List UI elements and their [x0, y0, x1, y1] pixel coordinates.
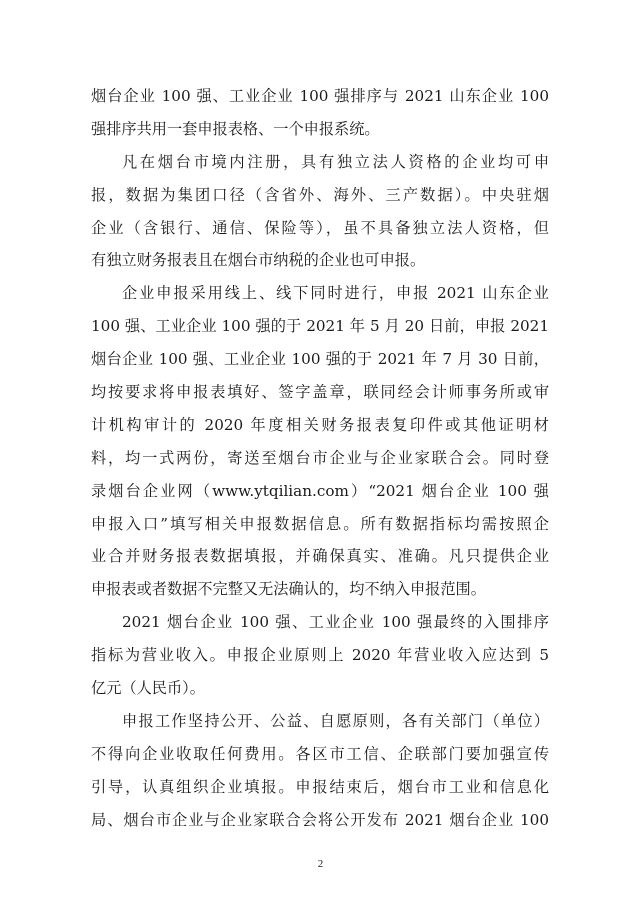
text-line: 强排序共用一套申报表格、一个申报系统。 [91, 119, 380, 138]
body-text [91, 80, 549, 836]
text-line: 申报工作坚持公开、公益、自愿原则，各有关部门（单位） [122, 711, 549, 730]
text-line: 不得向企业收取任何费用。各区市工信、企联部门要加强宣传 [91, 744, 549, 763]
text-line: 录烟台企业网（www.ytqilian.com）“2021 烟台企业 100 强 [91, 481, 549, 500]
text-line: 申报入口”填写相关申报数据信息。所有数据指标均需按照企 [91, 514, 549, 533]
text-line: 计机构审计的 2020 年度相关财务报表复印件或其他证明材 [91, 415, 549, 434]
page-number: 2 [317, 858, 324, 870]
text-line: 申报表或者数据不完整又无法确认的，均不纳入申报范围。 [91, 580, 486, 599]
text-line: 2021 烟台企业 100 强、工业企业 100 强最终的入围排序 [122, 613, 549, 632]
text-line: 烟台企业 100 强、工业企业 100 强的于 2021 年 7 月 30 日前， [91, 350, 549, 369]
text-line: 均按要求将申报表填好、签字盖章，联同经会计师事务所或审 [91, 383, 549, 402]
text-line: 报，数据为集团口径（含省外、海外、三产数据）。中央驻烟 [91, 185, 549, 204]
text-line: 业合并财务报表数据填报，并确保真实、准确。凡只提供企业 [91, 547, 549, 566]
text-line: 引导，认真组织企业填报。申报结束后，烟台市工业和信息化 [91, 777, 549, 796]
text-line: 指标为营业收入。申报企业原则上 2020 年营业收入应达到 5 [91, 646, 549, 665]
text-line: 料，均一式两份，寄送至烟台市企业与企业家联合会。同时登 [91, 448, 549, 467]
text-line: 有独立财务报表且在烟台市纳税的企业也可申报。 [91, 251, 426, 270]
text-line: 亿元（人民币）。 [91, 679, 205, 698]
text-line: 企业（含银行、通信、保险等），虽不具备独立法人资格，但 [91, 218, 549, 237]
text-line: 100 强、工业企业 100 强的于 2021 年 5 月 20 日前，申报 2021 [91, 317, 549, 336]
text-line: 局、烟台市企业与企业家联合会将公开发布 2021 烟台企业 100 [91, 810, 549, 829]
text-line: 企业申报采用线上、线下同时进行，申报 2021 山东企业 [122, 284, 549, 303]
text-line: 烟台企业 100 强、工业企业 100 强排序与 2021 山东企业 100 [91, 87, 549, 105]
text-line: 凡在烟台市境内注册，具有独立法人资格的企业均可申 [122, 152, 549, 171]
